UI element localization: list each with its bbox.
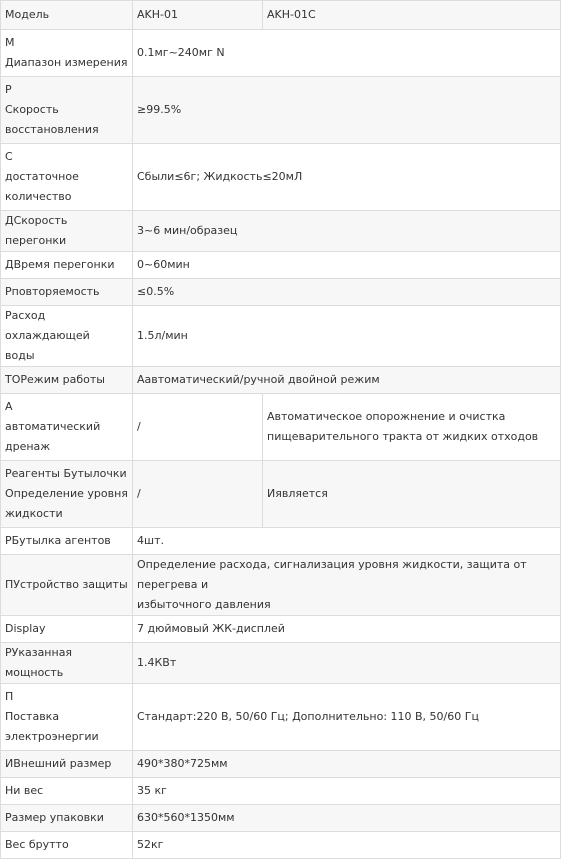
table-row [1,279,561,306]
cell-value: Стандарт:220 В, 50/60 Гц; Дополнительно: 110 В, 50/60 Гц [133,684,561,751]
table-row [1,77,561,144]
cell-label: Расход охлаждающей воды [1,306,133,367]
cell-value: Сбыли≤6г; Жидкость≤20мЛ [133,144,561,211]
cell-value: 490*380*725мм [133,751,561,778]
table-row [1,616,561,643]
cell-label: РБутылка агентов [1,528,133,555]
table-row [1,461,561,528]
cell-model-a: AKH-01 [133,1,263,30]
cell-label: М Диапазон измерения [1,30,133,77]
cell-label: ДВремя перегонки [1,252,133,279]
cell-value: 1.5л/мин [133,306,561,367]
table-row [1,1,561,30]
table-row [1,751,561,778]
table-row [1,528,561,555]
table-row [1,30,561,77]
table-row [1,367,561,394]
cell-value: 7 дюймовый ЖК-дисплей [133,616,561,643]
cell-label: Display [1,616,133,643]
cell-value: 35 кг [133,778,561,805]
cell-label: ПУстройство защиты [1,555,133,616]
cell-label: Реагенты Бутылочки Определение уровня жидкости [1,461,133,528]
table-row [1,778,561,805]
cell-value: 3~6 мин/образец [133,211,561,252]
cell-value: 1.4КВт [133,643,561,684]
cell-label: ДСкорость перегонки [1,211,133,252]
table-row [1,252,561,279]
table-row [1,211,561,252]
cell-label: С достаточное количество [1,144,133,211]
cell-label: Р Скорость восстановления [1,77,133,144]
cell-label: А автоматический дренаж [1,394,133,461]
cell-value: Определение расхода, сигнализация уровня жидкости, защита от перегрева и избыточного давления [133,555,561,616]
table-row [1,555,561,616]
table-row [1,832,561,859]
cell-label: Модель [1,1,133,30]
cell-label: Рповторяемость [1,279,133,306]
cell-value: 0.1мг~240мг N [133,30,561,77]
table-row [1,394,561,461]
table-row [1,684,561,751]
cell-value: 52кг [133,832,561,859]
cell-value: 630*560*1350мм [133,805,561,832]
cell-value: Аавтоматический/ручной двойной режим [133,367,561,394]
cell-model-a: / [133,461,263,528]
cell-value: 4шт. [133,528,561,555]
cell-model-b: AKH-01C [263,1,561,30]
cell-value: ≤0.5% [133,279,561,306]
cell-model-b: Иявляется [263,461,561,528]
table-row [1,805,561,832]
cell-label: Ни вес [1,778,133,805]
cell-value: 0~60мин [133,252,561,279]
cell-label: ТОРежим работы [1,367,133,394]
cell-label: П Поставка электроэнергии [1,684,133,751]
cell-label: ИВнешний размер [1,751,133,778]
cell-label: Размер упаковки [1,805,133,832]
table-row [1,144,561,211]
cell-label: Вес брутто [1,832,133,859]
cell-model-b: Автоматическое опорожнение и очистка пищеварительного тракта от жидких отходов [263,394,561,461]
table-row [1,306,561,367]
cell-value: ≥99.5% [133,77,561,144]
cell-label: РУказанная мощность [1,643,133,684]
table-row [1,643,561,684]
cell-model-a: / [133,394,263,461]
